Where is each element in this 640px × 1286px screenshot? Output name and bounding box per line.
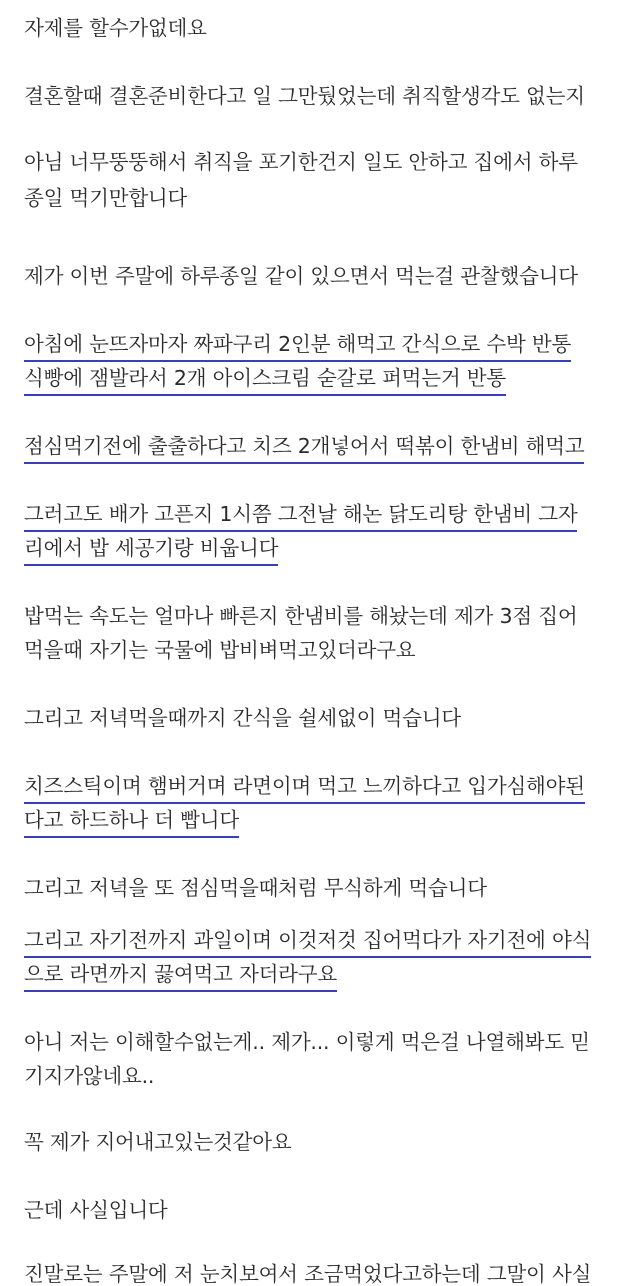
post-line: 그리고 저녁을 또 점심먹을때처럼 무식하게 먹습니다	[24, 876, 487, 900]
post-line: 밥먹는 속도는 얼마나 빠른지 한냄비를 해놨는데 제가 3점 집어	[24, 604, 578, 628]
post-line: 아니 저는 이해할수없는게.. 제가... 이렇게 먹은걸 나열해봐도 믿	[24, 1030, 590, 1054]
post-line: 꼭 제가 지어내고있는것같아요	[24, 1130, 292, 1154]
post-line-underlined: 아침에 눈뜨자마자 짜파구리 2인분 해먹고 간식으로 수박 반통	[24, 332, 571, 362]
post-line-underlined: 리에서 밥 세공기랑 비웁니다	[24, 536, 278, 566]
post-line: 제가 이번 주말에 하루종일 같이 있으면서 먹는걸 관찰했습니다	[24, 264, 578, 288]
post-line: 자제를 할수가없데요	[24, 16, 207, 40]
post-line-underlined: 그리고 자기전까지 과일이며 이것저것 집어먹다가 자기전에 야식	[24, 928, 591, 958]
post-line: 아님 너무뚱뚱해서 취직을 포기한건지 일도 안하고 집에서 하루	[24, 150, 578, 174]
post-line-underlined: 치즈스틱이며 햄버거며 라면이며 먹고 느끼하다고 입가심해야된	[24, 774, 585, 804]
post-line: 근데 사실입니다	[24, 1198, 168, 1222]
post-line-underlined: 점심먹기전에 출출하다고 치즈 2개넣어서 떡볶이 한냄비 해먹고	[24, 434, 584, 464]
post-line: 그리고 저녁먹을때까지 간식을 쉴세없이 먹습니다	[24, 706, 461, 730]
post-line-underlined: 으로 라면까지 끓여먹고 자더라구요	[24, 962, 337, 992]
post-line: 결혼할때 결혼준비한다고 일 그만뒀었는데 취직할생각도 없는지	[24, 84, 585, 108]
post-line: 기지가않네요..	[24, 1064, 155, 1088]
post-line: 종일 먹기만합니다	[24, 186, 188, 210]
post-line-underlined: 그러고도 배가 고픈지 1시쯤 그전날 해논 닭도리탕 한냄비 그자	[24, 502, 577, 532]
post-line: 먹을때 자기는 국물에 밥비벼먹고있더라구요	[24, 638, 416, 662]
post-line-underlined: 식빵에 잼발라서 2개 아이스크림 숟갈로 퍼먹는거 반통	[24, 366, 506, 396]
post-line-underlined: 다고 하드하나 더 빱니다	[24, 808, 239, 838]
post-line: 진말로는 주말에 저 눈치보여서 조금먹었다고하는데 그말이 사실	[24, 1262, 592, 1286]
